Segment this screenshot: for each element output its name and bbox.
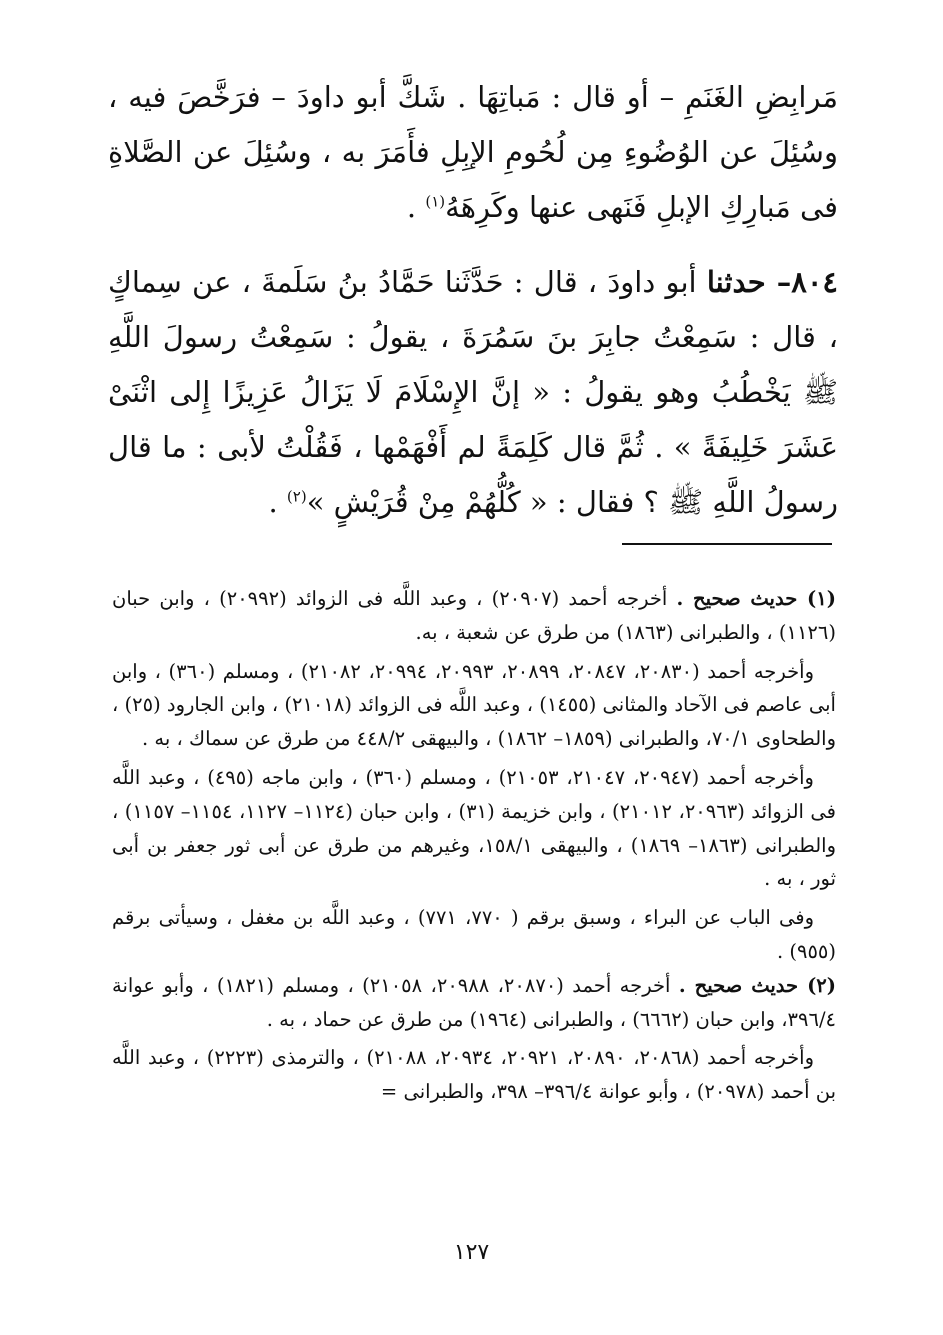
text-line: الوُضُوءِ مِن لُحُومِ الإبِلِ فأَمَرَ به ، وسُئِلَ عن الصَّلاةِ فى مَبارِكِ الإبلِ فَنَهى bbox=[108, 135, 838, 224]
text-end: . bbox=[406, 190, 426, 224]
text-line: كَلِمَةً لم أَفْهَمْها ، فَقُلْتُ لأبى : ما قال رسولُ اللَّهِ ﷺ ؟ فقال : « كُلُّهُمْ bbox=[108, 430, 838, 519]
hadith-number: ٨٠٤– حدثنا bbox=[706, 265, 838, 299]
text-line: أبو داودَ ، قال : حَدَّثَنا حَمَّادُ بنُ سَلَمةَ ، عن سِماكٍ ، bbox=[108, 265, 838, 354]
footnote-1 bbox=[112, 582, 836, 650]
footnotes bbox=[112, 582, 836, 1109]
footnote-marker-1[interactable]: (١) bbox=[425, 192, 446, 211]
page-number: ١٢٧ bbox=[453, 1240, 490, 1265]
footnote-2 bbox=[112, 969, 836, 1037]
hadith-803-continuation bbox=[108, 70, 838, 235]
hadith-text bbox=[108, 70, 838, 530]
text-line: وهو يقولُ : « إنَّ الإِسْلَامَ لَا يَزَالُ عَزِيزًا إِلى اثْنَىْ عَشَرَ خَلِيفَةً » . ثُمَّ قال bbox=[108, 375, 838, 464]
footnote-text: أخرجه أحمد (٢٠٨٧٠، ٢٠٩٨٨، ٢١٠٥٨) ، ومسلم (١٨٢١) ، وأبو عوانة ٣٩٦/٤، وابن حبان (٦٦٦٢) ، والطبرانى (١٩٦٤) من طرق عن حماد ، به . bbox=[112, 973, 836, 1031]
footnote-text: أخرجه أحمد (٢٠٩٠٧) ، وعبد اللَّه فى الزوائد (٢٠٩٩٢) ، وابن حبان (١١٢٦) ، والطبرانى (١٨٦٣) من طرق عن شعبة ، به. bbox=[112, 587, 836, 644]
footnote-label: (١) حديث صحيح . bbox=[676, 587, 836, 610]
hadith-804 bbox=[108, 255, 838, 530]
footnote-1-para: وأخرجه أحمد (٢٠٩٤٧، ٢١٠٤٧، ٢١٠٥٣) ، ومسلم (٣٦٠) ، وابن ماجه (٤٩٥) ، وعبد اللَّه فى الزوائد (٢٠٩٦٣، ٢١٠١٢) ، وابن خزيمة (٣١) ، وابن حبان (١١٢٤– ١١٢٧، ١١٥٤– ١١٥٧) ، والطبرانى (١٨٦٣– ١٨٦٩) ، والبيهقى ١٥٨/١، وغيرهم من طرق عن أبى ثور جعفر بن أبى ثور ، به . bbox=[112, 765, 836, 891]
text-end: . bbox=[268, 485, 287, 519]
footnote-1-para: وفى الباب عن البراء ، وسبق برقم ( ٧٧٠، ٧٧١) ، وعبد اللَّه بن مغفل ، وسيأتى برقم (٩٥٥) . bbox=[112, 906, 836, 963]
text-line: قال : سَمِعْتُ جابِرَ بنَ سَمُرَةَ ، يقولُ : سَمِعْتُ رسولَ اللَّهِ ﷺ يَخْطُبُ bbox=[108, 320, 839, 409]
footnote-label: (٢) حديث صحيح . bbox=[678, 973, 837, 997]
footnote-marker-2[interactable]: (٢) bbox=[286, 487, 307, 506]
text-line: مَرابِضِ الغَنَمِ – أو قال : مَباتِهَا . شَكَّ أبو داودَ – فرَخَّصَ فيه ، وسُئِلَ عن bbox=[108, 80, 838, 169]
footnote-2-para: وأخرجه أحمد (٢٠٨٦٨، ٢٠٨٩٠، ٢٠٩٢١، ٢٠٩٣٤، ٢١٠٨٨) ، والترمذى (٢٢٢٣) ، وعبد اللَّه بن أحمد (٢٠٩٧٨) ، وأبو عوانة ٣٩٦/٤– ٣٩٨، والطبرانى = bbox=[112, 1046, 836, 1104]
text-line: مِنْ قُرَيْشٍ » bbox=[306, 485, 456, 519]
footnote-separator bbox=[622, 543, 832, 545]
text-line: عنها وكَرِهَهُ bbox=[445, 190, 578, 224]
footnote-1-para: وأخرجه أحمد (٢٠٨٣٠، ٢٠٨٤٧، ٢٠٨٩٩، ٢٠٩٩٣، ٢٠٩٩٤، ٢١٠٨٢) ، ومسلم (٣٦٠) ، وابن أبى عاصم فى الآحاد والمثانى (١٤٥٥) ، وعبد اللَّه فى الزوائد (٢١٠١٨) ، وابن الجارود (٢٥) ، والطحاوى ٧٠/١، والطبرانى (١٨٥٩– ١٨٦٢) ، والبيهقى ٤٤٨/٢ من طرق عن سماك ، به . bbox=[112, 659, 836, 751]
